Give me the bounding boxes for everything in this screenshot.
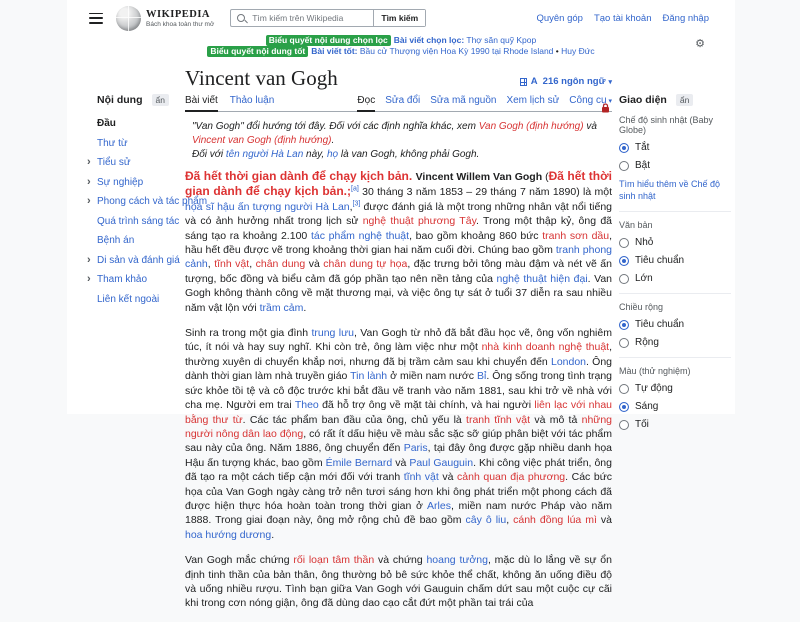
wikipedia-logo[interactable] (116, 6, 214, 31)
radio-button[interactable] (619, 420, 629, 430)
text: , (249, 258, 256, 271)
red-link[interactable]: nhà kinh doanh nghệ thuật (481, 341, 610, 354)
user-link[interactable]: Tạo tài khoản (593, 12, 652, 24)
hamburger-menu-button[interactable] (89, 13, 103, 24)
site-header (67, 0, 735, 32)
text: và mô tả (530, 413, 582, 426)
radio-option[interactable] (619, 160, 731, 171)
reference-link[interactable]: [3] (352, 200, 361, 208)
text: , (349, 200, 353, 213)
wiki-link[interactable]: hoa hướng dương (185, 528, 272, 541)
radio-option[interactable] (619, 401, 731, 412)
wiki-link[interactable]: Thợ săn quỹ Kpop (466, 35, 537, 45)
red-link[interactable]: cảnh quan địa phương (457, 471, 566, 484)
radio-button[interactable] (619, 402, 629, 412)
logo-title: WIKIPEDIA (146, 8, 211, 20)
wiki-link[interactable]: Bỉ (477, 370, 487, 383)
tab[interactable]: Thảo luận (229, 95, 275, 106)
appearance-panel (612, 67, 735, 622)
search-box (230, 9, 426, 27)
toc-item-label: Liên kết ngoài (97, 293, 160, 305)
radio-option[interactable] (619, 419, 731, 430)
toc-expand-arrow-icon[interactable]: › (87, 253, 91, 266)
radio-option[interactable] (619, 383, 731, 394)
user-link[interactable]: Quyên góp (536, 12, 583, 24)
logo-tagline: Bách khoa toàn thư mở (146, 20, 215, 28)
language-icon (520, 78, 527, 86)
text: , (207, 258, 215, 271)
toc-expand-arrow-icon[interactable]: › (87, 175, 91, 188)
wiki-link[interactable]: Huy Đức (561, 46, 595, 56)
text: , mặc dù lo lắng về sự ổn định tinh thần của bản thân, ông thường bỏ bê sức khỏe thể chất, không ăn uống điều độ và uống nhiều rượu. Tình bạn giữa Van Gogh với Gauguin chấm dứt sau một cuộc cự cãi khi trong cơn nóng giận, ông đã dùng dao cạo cắt đứt một phần tai trái của (185, 554, 612, 610)
appearance-group (619, 357, 731, 430)
toc-item[interactable] (85, 195, 208, 207)
text: . Ông dành thời gian làm nhà truyền giáo (185, 355, 612, 383)
text: Van Gogh mắc chứng (185, 554, 294, 567)
script-error-text: Đã hết thời gian dành để chạy kịch bản. (185, 169, 416, 183)
text: và (596, 514, 612, 527)
search-input[interactable] (250, 10, 373, 26)
wiki-link[interactable]: Tin lành (350, 370, 388, 383)
bold-link[interactable]: Bài viết chọn lọc: (393, 35, 465, 45)
appearance-learn-more-link[interactable]: Tìm hiểu thêm về Chế độ sinh nhật (619, 179, 721, 201)
toc-expand-arrow-icon[interactable]: › (87, 156, 91, 168)
radio-option-label: Tự động (635, 383, 673, 394)
text: ở miền nam nước (387, 370, 477, 383)
text: và (438, 471, 458, 484)
wiki-link[interactable]: trung lưu (311, 327, 354, 340)
toc-item-label: Tham khảo (97, 274, 148, 285)
toc-item[interactable] (85, 177, 185, 188)
text: ( (542, 171, 549, 183)
radio-option-label: Sáng (635, 401, 659, 412)
text: . Trong một thập kỷ, ông đã sáng tạo ra khoảng 2.100 (185, 215, 612, 242)
appearance-group-label: Chế độ sinh nhật (Baby Globe) (619, 115, 714, 135)
radio-option-label: Bật (635, 160, 651, 171)
gear-icon[interactable]: ⚙ (695, 38, 705, 50)
text: , thường xuyên di chuyển khắp nơi, nhưng đã bị trầm cảm sau khi chuyển đến (185, 341, 613, 368)
text: và (392, 456, 410, 469)
site-notice-line (67, 46, 735, 57)
toc-item[interactable] (85, 235, 185, 246)
toc-item-label: Quá trình sáng tác (97, 215, 180, 227)
wiki-link[interactable]: họ (326, 149, 339, 160)
toc-item-label: Đầu (97, 118, 116, 129)
radio-button[interactable] (619, 256, 629, 266)
wiki-link[interactable]: tên người Hà Lan (225, 149, 304, 160)
content-columns (67, 67, 735, 622)
protection-lock-icon (601, 103, 610, 113)
toc-item[interactable] (85, 255, 185, 266)
text: , miền nam nước Pháp vào năm 1888. Trong giai đoạn này, ông mở rộng chủ đề bao gồm (185, 499, 612, 527)
toc-heading: Nội dung (97, 94, 143, 106)
bold-link[interactable]: Bài viết tốt: (311, 46, 358, 56)
wiki-link[interactable]: Arles (427, 499, 451, 512)
text: "Van Gogh" đổi hướng tới đây. Đối với các định nghĩa khác, xem (192, 121, 479, 132)
text: . Các tác phẩm ban đầu của ông, chủ yếu là (242, 413, 467, 426)
toc-expand-arrow-icon[interactable]: › (87, 195, 91, 207)
appearance-group-label: Chiều rộng (619, 302, 664, 312)
red-link[interactable]: nghệ thuật phương Tây (362, 215, 477, 228)
text: , Van Gogh từ nhỏ đã bắt đầu học vẽ, ông vốn nghiêm túc, ít nói và hay suy nghĩ. Khi còn trẻ, ông làm việc như một (185, 327, 612, 354)
appearance-group (619, 211, 731, 284)
radio-option-label: Tiêu chuẩn (635, 255, 685, 266)
article-content (185, 67, 612, 622)
toc-item[interactable] (85, 138, 185, 149)
hatnote (192, 120, 612, 148)
toc-item-label: Sự nghiệp (97, 176, 144, 188)
red-link[interactable]: Van Gogh (định hướng) (478, 121, 584, 132)
radio-option-label: Tắt (635, 142, 650, 153)
toc-item-label: Phong cách và tác phẩm (97, 196, 208, 207)
radio-button[interactable] (619, 161, 629, 171)
vote-badge[interactable]: Biểu quyết nội dung chọn lọc (266, 35, 391, 46)
text: Sinh ra trong một gia đình (185, 327, 312, 340)
appearance-group (619, 293, 731, 348)
text: . Ông sống trong tình trạng sức khỏe tồi tệ và cô độc trước khi bắt đầu vẽ tranh vào năm 1881, sau khi trở về nhà với cha mẹ. Người em trai (185, 370, 613, 412)
site-notices (67, 35, 735, 57)
chevron-down-icon: ▾ (606, 98, 612, 105)
tab[interactable]: Sửa mã nguồn (430, 95, 497, 106)
appearance-group (619, 115, 731, 202)
article-paragraph (185, 553, 612, 611)
hatnote (192, 148, 612, 162)
text: và chứng (374, 554, 427, 567)
text: Đối với (192, 149, 226, 160)
tab[interactable]: Bài viết (185, 95, 218, 112)
text: , đặc trưng bởi tông màu đậm và nét vẽ ấn tượng, bốc đồng và biểu cảm đã góp phần tạo nên nền tảng của (185, 258, 612, 285)
text: . Khi công việc phát triển, ông đã tạo ra một cách tiếp cận mới đối với tranh (185, 456, 612, 484)
article-paragraph (185, 326, 612, 542)
radio-button[interactable] (619, 143, 629, 153)
text: , bao gồm khoảng 860 bức (409, 229, 543, 242)
subject-name: Vincent Willem Van Gogh (415, 171, 543, 183)
text: . (331, 135, 335, 146)
wiki-link[interactable]: tĩnh vật (403, 471, 439, 484)
radio-option-label: Lớn (635, 273, 653, 284)
wiki-link[interactable]: Bầu cử Thượng viện Hoa Kỳ 1990 tại Rhode Island (359, 46, 554, 56)
red-link[interactable]: chân dung tự họa (323, 258, 408, 271)
article-tabbar (185, 95, 612, 112)
search-icon (237, 14, 245, 22)
text: , tại đây ông được gặp nhiều danh họa Hậu ấn tượng khác, bao gồm (185, 442, 612, 469)
wiki-link[interactable]: Paul Gauguin (409, 456, 474, 469)
radio-option-label: Rộng (635, 337, 659, 348)
text: đã hỗ trợ ông về mặt tài chính, và hai người (318, 399, 535, 412)
radio-button[interactable] (619, 238, 629, 248)
text: . (303, 301, 307, 314)
red-link[interactable]: Vincent van Gogh (định hướng) (192, 135, 332, 146)
radio-option[interactable] (619, 142, 731, 153)
vote-badge[interactable]: Biểu quyết nội dung tốt (207, 46, 308, 57)
radio-option-label: Tối (635, 419, 649, 430)
wiki-link[interactable]: tranh phong cảnh (185, 244, 612, 271)
user-link[interactable]: Đăng nhập (662, 12, 709, 24)
toc-item[interactable] (85, 157, 185, 168)
radio-button[interactable] (619, 384, 629, 394)
text: , hầu hết đều được vẽ trong khoảng thời gian hai năm cuối đời. Chúng bao gồm (185, 229, 613, 257)
appearance-hide-button[interactable]: ẩn (676, 94, 693, 106)
red-link[interactable]: cánh đồng lúa mì (513, 514, 597, 527)
wiki-link[interactable]: cây ô liu (465, 514, 507, 527)
red-link[interactable]: liên lạc với nhau bằng thư từ (185, 399, 613, 426)
wiki-link[interactable]: Theo (294, 399, 319, 412)
text: 30 tháng 3 năm 1853 – 29 tháng 7 năm 1890) là một (358, 186, 612, 199)
radio-option[interactable] (619, 237, 731, 248)
toc-item-label: Di sản và đánh giá (97, 254, 180, 266)
search-button[interactable]: Tìm kiếm (373, 10, 425, 26)
appearance-group-label: Văn bản (619, 220, 653, 230)
text: . (271, 528, 275, 541)
user-links (536, 13, 709, 24)
toc-item[interactable] (85, 216, 185, 227)
reference-link[interactable]: [a] (351, 185, 359, 193)
radio-option[interactable] (619, 337, 731, 348)
appearance-group-label: Màu (thử nghiệm) (619, 366, 691, 376)
red-link[interactable]: chân dung (255, 258, 306, 271)
tab[interactable]: Công cụ ▾ (569, 95, 612, 106)
text: và (583, 121, 597, 132)
radio-option[interactable] (619, 255, 731, 266)
wiki-link[interactable]: Paris (403, 442, 428, 455)
toc-item-label: Thư từ (97, 137, 128, 149)
text: này, (303, 149, 327, 160)
wikipedia-globe-icon (116, 6, 141, 31)
languages-button[interactable]: A 216 ngôn ngữ ▾ (520, 76, 612, 90)
text: là van Gogh, không phải Gogh. (338, 149, 480, 160)
chevron-down-icon: ▾ (608, 78, 612, 86)
toc-item[interactable] (85, 118, 185, 129)
red-link[interactable]: tranh tĩnh vật (466, 413, 531, 426)
red-link[interactable]: rối loạn tâm thần (293, 554, 375, 567)
radio-button[interactable] (619, 320, 629, 330)
radio-button[interactable] (619, 338, 629, 348)
text: , có rất ít dấu hiệu về màu sắc sặc sỡ giúp phân biệt với tác phẩm sau này của ông. Năm 1886, ông chuyển đến (185, 427, 612, 455)
radio-option[interactable] (619, 273, 731, 284)
wiki-link[interactable]: London (550, 355, 587, 368)
red-link[interactable]: tĩnh vật (214, 258, 250, 271)
toc-item[interactable] (85, 274, 185, 285)
appearance-heading: Giao diện (619, 94, 667, 106)
toc-item-label: Bệnh án (97, 235, 135, 246)
script-error-text: Đã hết thời gian dành để chạy kịch bản.; (185, 169, 612, 199)
radio-button[interactable] (619, 274, 629, 284)
radio-option-label: Tiêu chuẩn (635, 319, 685, 330)
toc-hide-button[interactable]: ẩn (152, 94, 169, 106)
wiki-link[interactable]: tác phẩm nghệ thuật (310, 229, 410, 242)
wiki-link[interactable]: nghệ thuật hiện đại (496, 272, 588, 285)
wiki-link[interactable]: trầm cảm (259, 301, 304, 314)
radio-option-label: Nhỏ (635, 237, 654, 248)
wiki-link[interactable]: họa sĩ hậu ấn tượng người Hà Lan (185, 200, 350, 213)
site-notice-line (67, 35, 735, 46)
page-title: Vincent van Gogh (185, 66, 338, 90)
radio-option[interactable] (619, 319, 731, 330)
article-paragraph (185, 169, 612, 315)
text: được đánh giá là một trong những nhân vật nổi tiếng và có ảnh hưởng nhất trong lịch sử (185, 200, 612, 228)
lede-paragraphs (185, 169, 612, 611)
toc-item-label: Tiểu sử (97, 157, 131, 168)
toc-item[interactable] (85, 294, 185, 305)
text: . Van Gogh không thành công về mặt thương mại, và việc ông tự sát ở tuổi 37 diễn ra sau nhiều năm vật lộn với (185, 272, 613, 314)
wiki-link[interactable]: Émile Bernard (325, 456, 393, 469)
red-link[interactable]: tranh sơn dầu (542, 229, 610, 242)
tab[interactable]: Xem lịch sử (506, 95, 560, 106)
text: , (506, 514, 514, 527)
wikipedia-page (67, 0, 735, 610)
tab[interactable]: Sửa đổi (385, 95, 421, 106)
tab[interactable]: Đọc (357, 95, 375, 112)
text: . Các bức họa của Van Gogh ngày càng trở nên tươi sáng hơn khi ông phát triển một phong cách đã được hiện thực hóa hoàn toàn trong thời gian ở (185, 471, 612, 512)
wiki-link[interactable]: hoang tưởng (426, 554, 488, 567)
text: và (305, 258, 324, 271)
toc-expand-arrow-icon[interactable]: › (87, 273, 91, 285)
text: • (553, 46, 562, 56)
red-link[interactable]: những người nông dân lao động (185, 413, 612, 440)
hatnotes (192, 120, 612, 162)
